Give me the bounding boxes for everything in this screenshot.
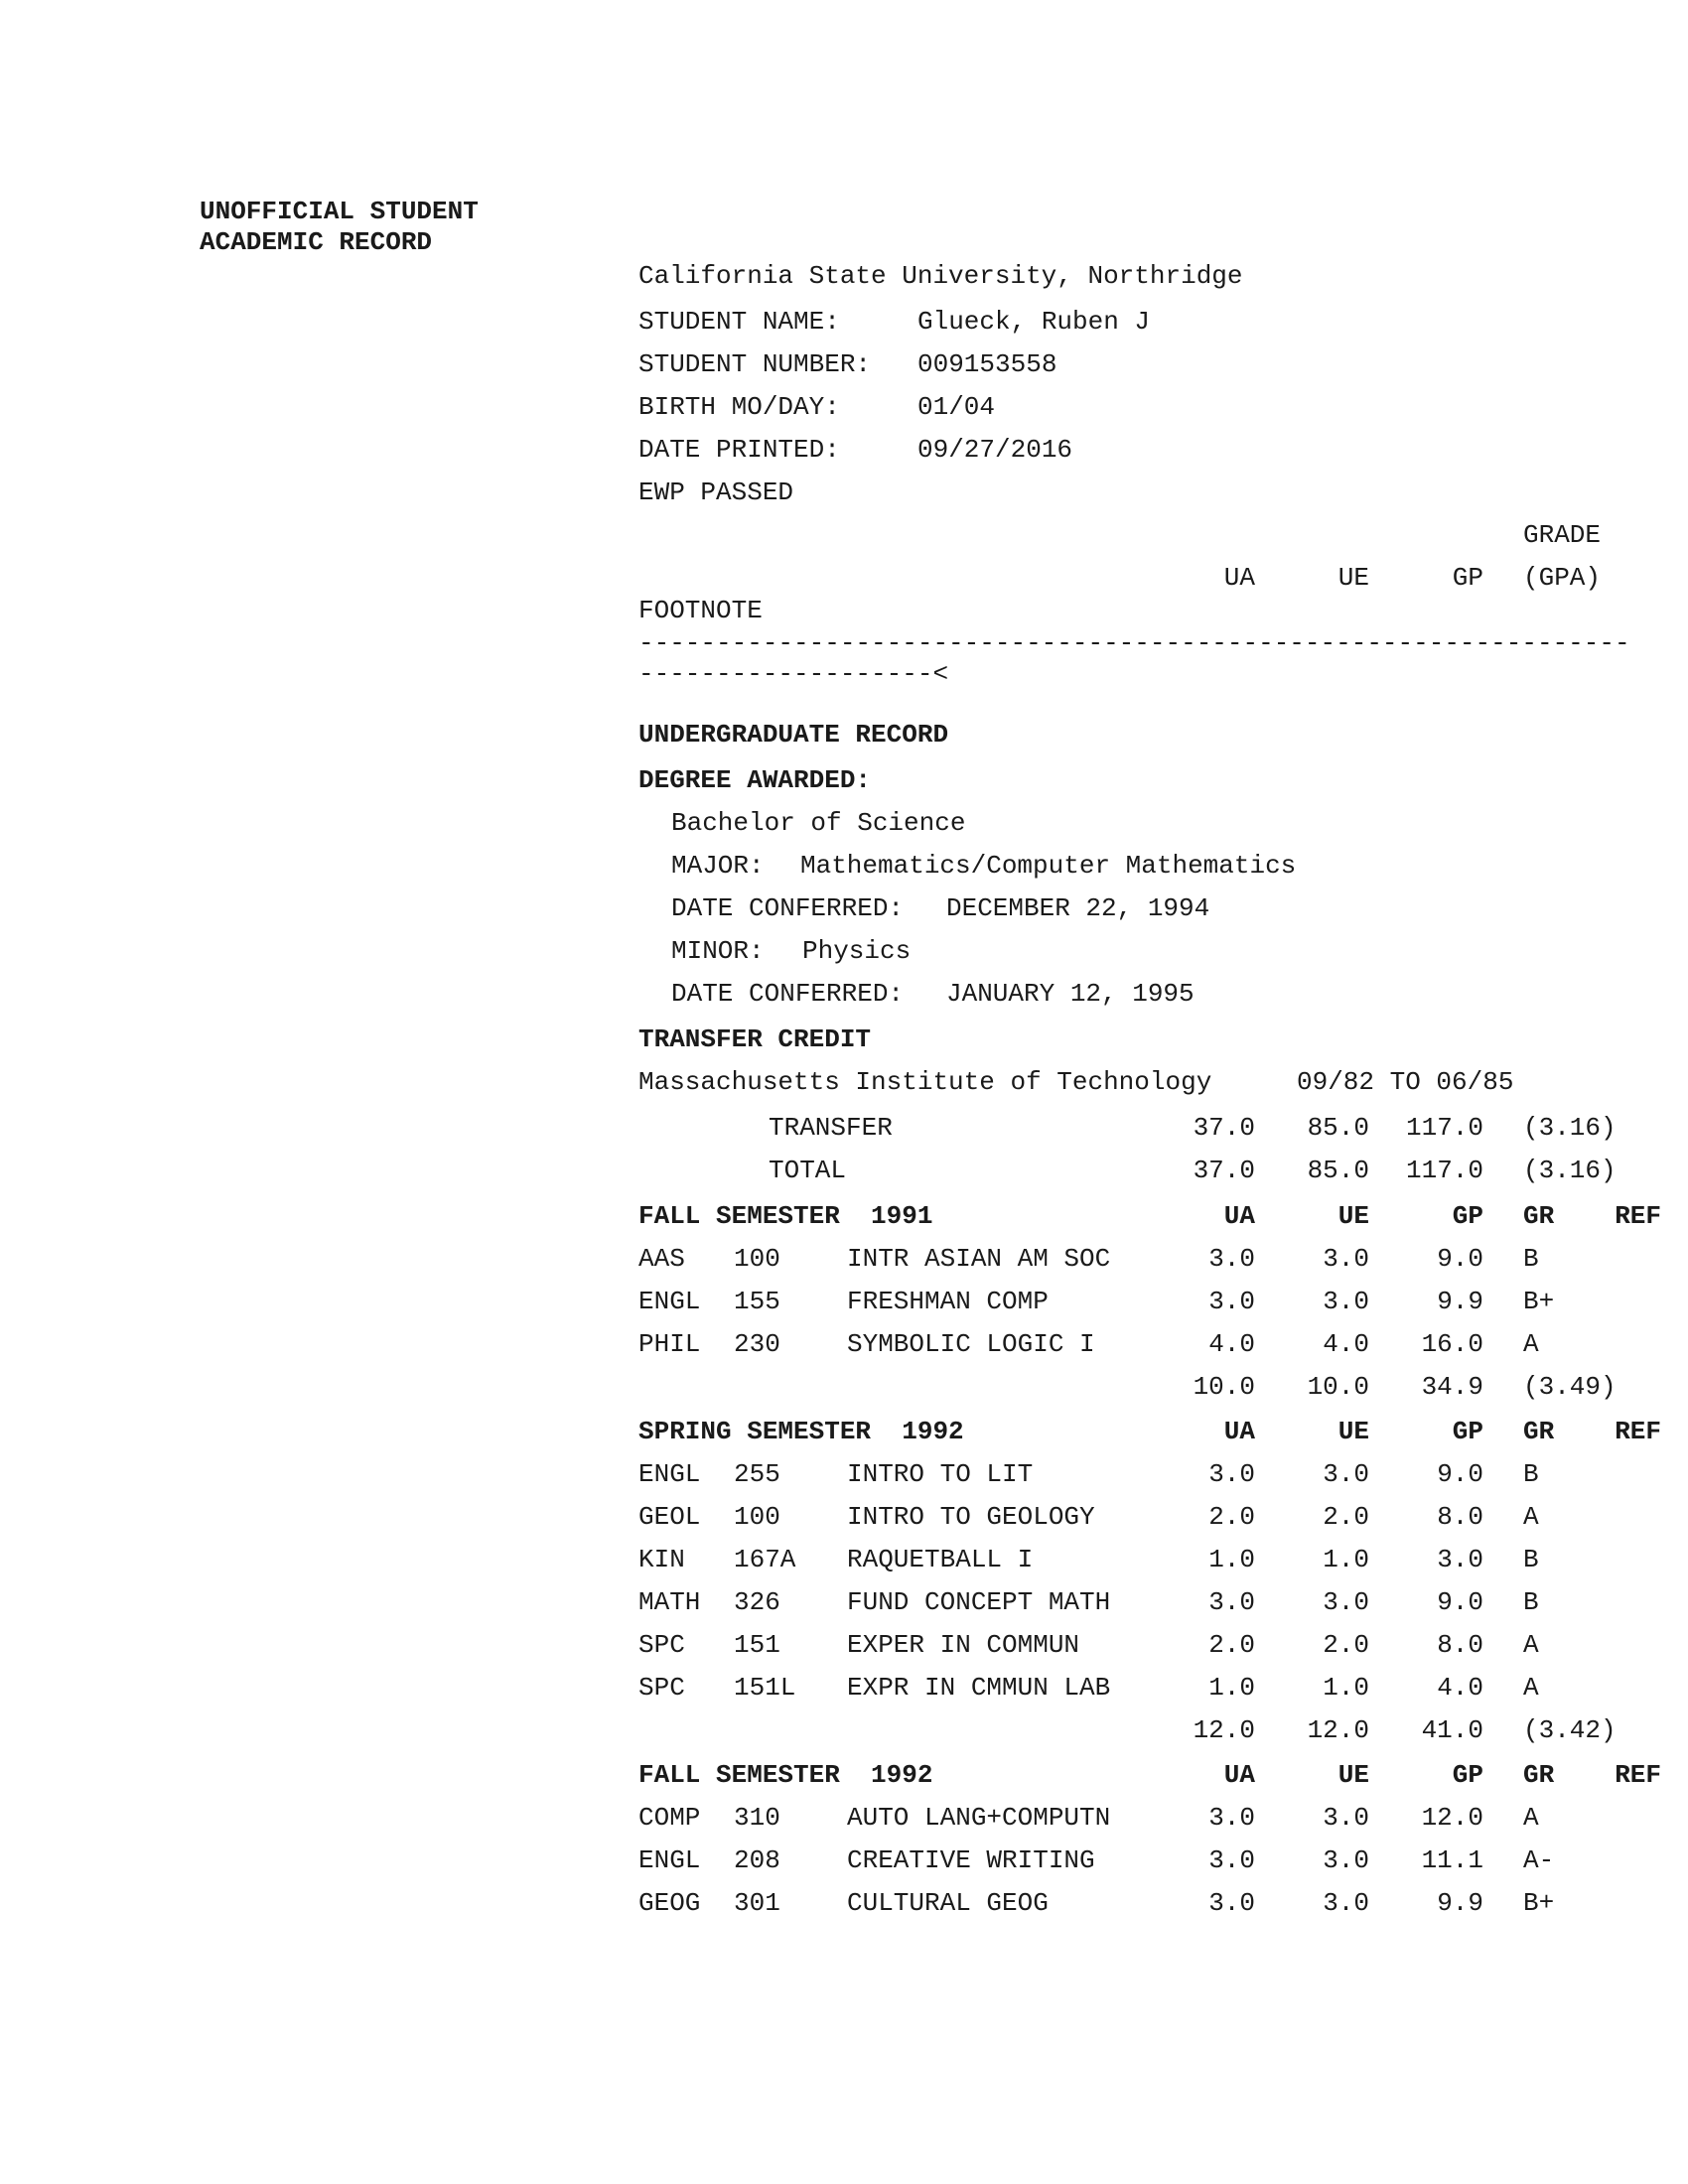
course-ua: 1.0 <box>1208 1545 1255 1574</box>
course-ue: 3.0 <box>1323 1888 1369 1918</box>
course-grade: B <box>1523 1587 1539 1617</box>
course-grade: A- <box>1523 1845 1555 1875</box>
term-gr-header: GR <box>1523 1201 1555 1231</box>
course-subject: MATH <box>638 1587 701 1617</box>
printed-date: 09/27/2016 <box>917 435 1073 465</box>
course-subject: COMP <box>638 1803 701 1833</box>
course-title: RAQUETBALL I <box>847 1545 1034 1574</box>
course-subject: ENGL <box>638 1459 701 1489</box>
transfer-row-label: TRANSFER <box>769 1113 893 1143</box>
course-grade: A <box>1523 1329 1539 1359</box>
term-ue-header: UE <box>1337 1201 1369 1231</box>
major-label: MAJOR: <box>671 851 765 881</box>
transfer-gpa: (3.16) <box>1523 1156 1617 1185</box>
course-number: 208 <box>734 1845 780 1875</box>
course-number: 151L <box>734 1673 796 1703</box>
course-ua: 3.0 <box>1208 1803 1255 1833</box>
course-ua: 3.0 <box>1208 1587 1255 1617</box>
undergrad-heading: UNDERGRADUATE RECORD <box>638 720 949 750</box>
course-gp: 8.0 <box>1437 1502 1483 1532</box>
major-conferred-date: DECEMBER 22, 1994 <box>946 893 1210 923</box>
term-gp-header: GP <box>1452 1417 1483 1446</box>
course-gp: 3.0 <box>1437 1545 1483 1574</box>
ua-col-header: UA <box>1223 563 1255 593</box>
course-ua: 3.0 <box>1208 1459 1255 1489</box>
course-subject: PHIL <box>638 1329 701 1359</box>
course-ua: 2.0 <box>1208 1502 1255 1532</box>
transfer-school: Massachusetts Institute of Technology <box>638 1067 1212 1097</box>
course-ua: 2.0 <box>1208 1630 1255 1660</box>
term-heading: FALL SEMESTER 1992 <box>638 1760 933 1790</box>
degree-name: Bachelor of Science <box>671 808 966 838</box>
course-subject: ENGL <box>638 1287 701 1316</box>
student-name: Glueck, Ruben J <box>917 307 1151 337</box>
course-subject: SPC <box>638 1673 685 1703</box>
transfer-ua: 37.0 <box>1193 1156 1255 1185</box>
gp-col-header: GP <box>1452 563 1483 593</box>
term-gr-header: GR <box>1523 1760 1555 1790</box>
term-total-gp: 41.0 <box>1421 1715 1483 1745</box>
course-subject: ENGL <box>638 1845 701 1875</box>
term-total-gp: 34.9 <box>1421 1372 1483 1402</box>
term-total-ue: 12.0 <box>1307 1715 1369 1745</box>
term-ref-header: REF <box>1615 1760 1661 1790</box>
course-gp: 8.0 <box>1437 1630 1483 1660</box>
term-ref-header: REF <box>1615 1417 1661 1446</box>
title-line-1: UNOFFICIAL STUDENT <box>200 197 479 226</box>
minor-conferred-date: JANUARY 12, 1995 <box>946 979 1195 1009</box>
term-total-ua: 12.0 <box>1193 1715 1255 1745</box>
minor-value: Physics <box>802 936 912 966</box>
course-subject: SPC <box>638 1630 685 1660</box>
course-ua: 3.0 <box>1208 1244 1255 1274</box>
title-line-2: ACADEMIC RECORD <box>200 227 433 257</box>
term-ue-header: UE <box>1337 1417 1369 1446</box>
transfer-gp: 117.0 <box>1405 1113 1483 1143</box>
course-ue: 2.0 <box>1323 1630 1369 1660</box>
course-grade: A <box>1523 1630 1539 1660</box>
course-grade: B+ <box>1523 1888 1555 1918</box>
course-title: FUND CONCEPT MATH <box>847 1587 1111 1617</box>
course-ua: 1.0 <box>1208 1673 1255 1703</box>
course-title: INTRO TO LIT <box>847 1459 1034 1489</box>
minor-label: MINOR: <box>671 936 765 966</box>
student-number-label: STUDENT NUMBER: <box>638 349 872 379</box>
term-gp-header: GP <box>1452 1760 1483 1790</box>
transfer-row-label: TOTAL <box>769 1156 847 1185</box>
term-gr-header: GR <box>1523 1417 1555 1446</box>
course-subject: GEOL <box>638 1502 701 1532</box>
course-grade: B <box>1523 1545 1539 1574</box>
course-ua: 3.0 <box>1208 1888 1255 1918</box>
transfer-heading: TRANSFER CREDIT <box>638 1024 872 1054</box>
separator-line-2: -------------------< <box>638 659 949 689</box>
course-grade: B <box>1523 1459 1539 1489</box>
course-ue: 2.0 <box>1323 1502 1369 1532</box>
course-number: 155 <box>734 1287 780 1316</box>
course-gp: 9.0 <box>1437 1587 1483 1617</box>
course-ue: 1.0 <box>1323 1545 1369 1574</box>
institution-name: California State University, Northridge <box>638 261 1243 291</box>
course-grade: B+ <box>1523 1287 1555 1316</box>
term-gp-header: GP <box>1452 1201 1483 1231</box>
course-ua: 3.0 <box>1208 1287 1255 1316</box>
course-ue: 4.0 <box>1323 1329 1369 1359</box>
course-subject: KIN <box>638 1545 685 1574</box>
course-gp: 12.0 <box>1421 1803 1483 1833</box>
course-title: FRESHMAN COMP <box>847 1287 1049 1316</box>
birth-label: BIRTH MO/DAY: <box>638 392 840 422</box>
course-ue: 3.0 <box>1323 1287 1369 1316</box>
term-ua-header: UA <box>1223 1417 1255 1446</box>
course-gp: 9.0 <box>1437 1459 1483 1489</box>
term-heading: FALL SEMESTER 1991 <box>638 1201 933 1231</box>
course-number: 167A <box>734 1545 796 1574</box>
course-ue: 3.0 <box>1323 1587 1369 1617</box>
course-title: EXPR IN CMMUN LAB <box>847 1673 1111 1703</box>
course-number: 326 <box>734 1587 780 1617</box>
course-gp: 11.1 <box>1421 1845 1483 1875</box>
student-name-label: STUDENT NAME: <box>638 307 840 337</box>
gpa-col-header: (GPA) <box>1523 563 1602 593</box>
ewp-status: EWP PASSED <box>638 478 794 507</box>
course-number: 100 <box>734 1244 780 1274</box>
transfer-ue: 85.0 <box>1307 1156 1369 1185</box>
course-gp: 9.0 <box>1437 1244 1483 1274</box>
degree-heading: DEGREE AWARDED: <box>638 765 872 795</box>
term-heading: SPRING SEMESTER 1992 <box>638 1417 964 1446</box>
course-ue: 3.0 <box>1323 1845 1369 1875</box>
record-body <box>638 0 1671 2184</box>
course-grade: A <box>1523 1502 1539 1532</box>
course-ue: 3.0 <box>1323 1459 1369 1489</box>
course-ue: 1.0 <box>1323 1673 1369 1703</box>
term-total-gpa: (3.42) <box>1523 1715 1617 1745</box>
course-number: 255 <box>734 1459 780 1489</box>
ue-col-header: UE <box>1337 563 1369 593</box>
course-grade: A <box>1523 1673 1539 1703</box>
course-title: EXPER IN COMMUN <box>847 1630 1080 1660</box>
course-ua: 3.0 <box>1208 1845 1255 1875</box>
term-ua-header: UA <box>1223 1760 1255 1790</box>
term-ref-header: REF <box>1615 1201 1661 1231</box>
minor-conferred-label: DATE CONFERRED: <box>671 979 905 1009</box>
course-title: CREATIVE WRITING <box>847 1845 1095 1875</box>
course-number: 151 <box>734 1630 780 1660</box>
course-number: 310 <box>734 1803 780 1833</box>
course-number: 100 <box>734 1502 780 1532</box>
course-gp: 16.0 <box>1421 1329 1483 1359</box>
course-title: AUTO LANG+COMPUTN <box>847 1803 1111 1833</box>
transfer-gp: 117.0 <box>1405 1156 1483 1185</box>
birth-value: 01/04 <box>917 392 996 422</box>
course-grade: A <box>1523 1803 1539 1833</box>
course-number: 230 <box>734 1329 780 1359</box>
course-title: SYMBOLIC LOGIC I <box>847 1329 1095 1359</box>
course-gp: 4.0 <box>1437 1673 1483 1703</box>
course-number: 301 <box>734 1888 780 1918</box>
course-gp: 9.9 <box>1437 1287 1483 1316</box>
transfer-ue: 85.0 <box>1307 1113 1369 1143</box>
term-ue-header: UE <box>1337 1760 1369 1790</box>
course-subject: AAS <box>638 1244 685 1274</box>
major-conferred-label: DATE CONFERRED: <box>671 893 905 923</box>
printed-label: DATE PRINTED: <box>638 435 840 465</box>
course-title: INTRO TO GEOLOGY <box>847 1502 1095 1532</box>
grade-col-header: GRADE <box>1523 520 1602 550</box>
course-gp: 9.9 <box>1437 1888 1483 1918</box>
course-subject: GEOG <box>638 1888 701 1918</box>
transfer-gpa: (3.16) <box>1523 1113 1617 1143</box>
term-total-gpa: (3.49) <box>1523 1372 1617 1402</box>
course-ue: 3.0 <box>1323 1244 1369 1274</box>
footnote-col-header: FOOTNOTE <box>638 596 763 625</box>
student-number: 009153558 <box>917 349 1057 379</box>
course-ue: 3.0 <box>1323 1803 1369 1833</box>
transfer-ua: 37.0 <box>1193 1113 1255 1143</box>
course-ua: 4.0 <box>1208 1329 1255 1359</box>
document-title <box>200 197 479 258</box>
separator-line-1: ---------------------------------------------------------------- <box>638 628 1630 658</box>
course-title: INTR ASIAN AM SOC <box>847 1244 1111 1274</box>
term-total-ue: 10.0 <box>1307 1372 1369 1402</box>
major-value: Mathematics/Computer Mathematics <box>800 851 1297 881</box>
transfer-dates: 09/82 TO 06/85 <box>1297 1067 1514 1097</box>
course-grade: B <box>1523 1244 1539 1274</box>
term-ua-header: UA <box>1223 1201 1255 1231</box>
term-total-ua: 10.0 <box>1193 1372 1255 1402</box>
course-title: CULTURAL GEOG <box>847 1888 1049 1918</box>
